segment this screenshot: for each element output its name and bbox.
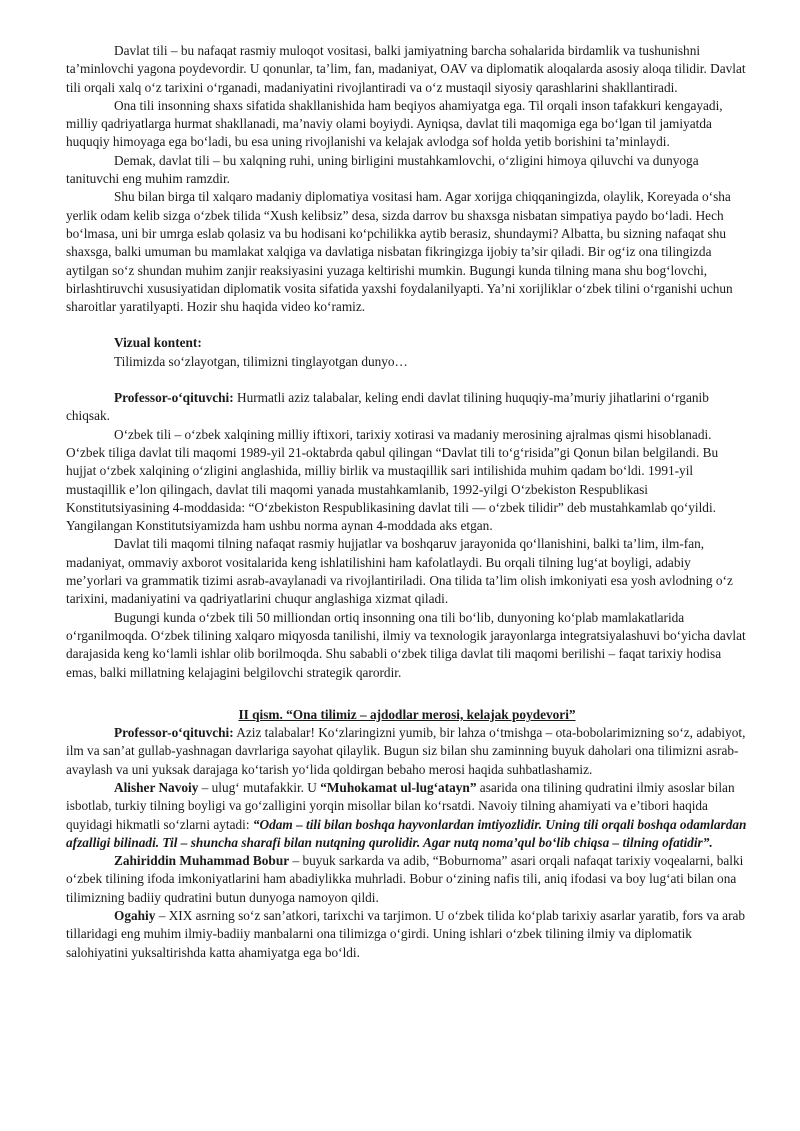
professor-remark-1 [66,389,748,426]
paragraph-legal-status: O‘zbek tili – o‘zbek xalqining milliy iftixori, tarixiy xotirasi va madaniy merosining ajralmas qismi hisoblanadi. O‘zbek tiliga davlat tili maqomi 1989-yil 21-oktabrda qabul qilingan “Davlat tili to‘g‘risida”gi Qonun bilan belgilandi. Bu hujjat o‘zbek xalqining o‘zligini anglashida, milliy birlik va mustaqillik sari intilishida muhim qadam bo‘ldi. 1991-yil mustaqillik e’lon qilingach, davlat tili maqomi yanada mustahkamlanib, 1992-yilgi O‘zbekiston Respublikasi Konstitutsiyasining 4-moddasida: “O‘zbekiston Respublikasining davlat tili — o‘zbek tilidir” deb mustahkamlab qo‘yildi. Yangilangan Konstitutsiyamizda ham ushbu norma aynan 4-moddada aks etgan. [66,426,719,534]
author-name-navoiy: Alisher Navoiy [114,779,199,795]
paragraph-state-language: Davlat tili – bu nafaqat rasmiy muloqot vositasi, balki jamiyatning barcha sohalarida birdamlik va tushunishni ta’minlovchi yagona poydevordir. U qonunlar, ta’lim, fan, madaniyat, OAV va diplomatik aloqalarda asosiy aloqa tilidir. Davlat tili orqali xalq o‘z tarixini o‘rganadi, madaniyatini rivojlantiradi va o‘z mustaqil siyosiy qarashlarini shakllantiradi. [66,43,746,95]
navoiy-text: – ulug‘ mutafakkir. U [198,779,321,795]
author-name-ogahiy: Ogahiy [114,908,156,924]
paragraph-today: Bugungi kunda o‘zbek tili 50 milliondan ortiq insonning ona tili bo‘lib, dunyoning ko‘plab mamlakatlarida o‘rganilmoqda. O‘zbek tilining xalqaro miqyosda tanilishi, ilmiy va texnologik jarayonlarga integratsiyalashuvi bo‘yicha davlat darajasida keng ko‘lamli ishlar olib borilmoqda. Shu sababli o‘zbek tiliga davlat tili maqomi berilishi – faqat tarixiy hodisa emas, balki millatning kelajagini belgilovchi strategik qarordir. [66,609,746,680]
paragraph-diplomacy: Shu bilan birga til xalqaro madaniy diplomatiya vositasi ham. Agar xorijga chiqqaningizda, olaylik, Koreyada o‘sha yerlik odam kelib sizga o‘zbek tilida “Xush kelibsiz” desa, sizda darrov bu shaxsga nisbatan simpatiya paydo bo‘ladi. Hech bo‘lmasa, uni bir umrga eslab qolasiz va bu hodisani ko‘pchilikka aytib berasiz, shundaymi? Albatta, bu sizning nafaqat shu shaxsga, balki umuman bu mamlakat xalqiga va davlatiga nisbatan fikringizga ijobiy ta’sir qiladi. Bir og‘iz ona tilingizda aytilgan so‘z shundan muhim zanjir reaksiyasini yuzaga keltirishi mumkin. Bugungi kunda tilning mana shu bog‘lovchi, birlashtiruvchi xususiyatidan diplomatik vosita sifatida yaxshi foydalanilyapti. Ya’ni xorijliklar o‘zbek tilini o‘rganishi uchun sharoitlar yaratilyapti. Hozir shu haqida video ko‘ramiz. [66,189,733,315]
bobur-text: – buyuk sarkarda va adib, “Boburnoma” asari orqali nafaqat tarixiy voqealarni, balki o‘zbek tilining ifoda imkoniyatlarini ham abadiylikka muhrladi. Bobur o‘zining nafis tili, aniq ifodasi va boy lug‘ati bilan ona tilimizning badiiy qudratini butun dunyoga namoyon qildi. [66,853,744,905]
spacer [66,682,748,700]
document-page [66,42,748,962]
ogahiy-text: – XIX asrning so‘z san’atkori, tarixchi va tarjimon. U o‘zbek tilida ko‘plab tarixiy asarlar yaratib, fors va arab tillaridagi eng muhim ilmiy-badiiy manbalarni ona tilimizga o‘girdi. Uning ishlari o‘zbek tilining ilmiy va diplomatik salohiyatini yuksaltirishda katta ahamiyatga ega bo‘ldi. [66,908,746,960]
professor-remark-2 [66,724,748,779]
speaker-text: Aziz talabalar! Ko‘zlaringizni yumib, bir lahza o‘tmishga – ota-bobolarimizning so‘z, adabiyot, ilm va san’at gullab-yashnagan davrlariga sayohat qilaylik. Bugun siz bilan shu zaminning buyuk daholari ona tilimizni asrab-avaylash va uni yuksak darajaga ko‘tarish yo‘lida qoldirgan bebaho merosi haqida suhbatlashamiz. [66,725,746,777]
speaker-text: Hurmatli aziz talabalar, keling endi davlat tilining huquqiy-ma’muriy jihatlarini o‘rganib chiqsak. [66,390,709,424]
paragraph-bobur [66,852,748,907]
paragraph-navoiy [66,779,748,852]
visual-content-text: Tilimizda so‘zlayotgan, tilimizni tinglayotgan dunyo… [114,353,408,369]
paragraph-ogahiy [66,907,748,962]
paragraph-conclusion: Demak, davlat tili – bu xalqning ruhi, uning birligini mustahkamlovchi, o‘zligini himoya qiluvchi va dunyoga tanituvchi eng muhim ramzdir. [66,152,699,187]
author-name-bobur: Zahiriddin Muhammad Bobur [114,853,290,869]
navoiy-quote: “Odam – tili bilan boshqa hayvonlardan imtiyozlidir. Uning tili orqali boshqa odamlardan afzalligi bilinadi. Til – shuncha sharafi bilan nutqning qurolidir. Agar nutq noma’qul bo‘lib chiqsa – tilning ofatidir”. [66,816,747,850]
spacer [66,316,748,334]
spacer [66,371,748,389]
visual-content-title: Vizual kontent: [114,335,202,351]
section-heading: II qism. “Ona tilimiz – ajdodlar merosi, kelajak poydevori” [238,706,576,722]
visual-content-label [66,334,748,352]
navoiy-text: asarida ona tilining qudratini ilmiy asoslar bilan isbotlab, turkiy tilning boyligi va go‘zalligini yorqin misollar bilan ko‘rsatdi. Navoiy tilning ahamiyati va e’tibori haqida quyidagi hikmatli so‘zlarni aytadi: [66,779,735,832]
paragraph-status-guarantee: Davlat tili maqomi tilning nafaqat rasmiy hujjatlar va boshqaruv jarayonida qo‘llanishini, balki ta’lim, ilm-fan, madaniyat, ommaviy axborot vositalarida keng ishlatilishini ham kafolatlaydi. Bu orqali tilning lug‘at boyligi, adabiy me’yorlari va grammatik tizimi asrab-avaylanadi va rivojlantiriladi. Ona tilida ta’lim olish imkoniyati esa yosh avlodning o‘z tarixini, madaniyatini va qadriyatlarini chuqur anglashiga xizmat qiladi. [66,536,733,607]
speaker-label: Professor-o‘qituvchi: [114,390,234,406]
speaker-label: Professor-o‘qituvchi: [114,725,234,741]
paragraph-mother-tongue: Ona tili insonning shaxs sifatida shakllanishida ham beqiyos ahamiyatga ega. Til orqali inson tafakkuri kengayadi, milliy qadriyatlarga hurmat shakllanadi, ma’naviy olami boyiydi. Ayniqsa, davlat tili maqomiga ega bo‘lgan til jamiyatda huquqiy himoyaga ega bo‘ladi, bu esa uning rivojlanishi va kelajak avlodga sof holda yetib borishini ta’minlaydi. [66,97,723,150]
book-title: “Muhokamat ul-lug‘atayn” [320,779,477,795]
